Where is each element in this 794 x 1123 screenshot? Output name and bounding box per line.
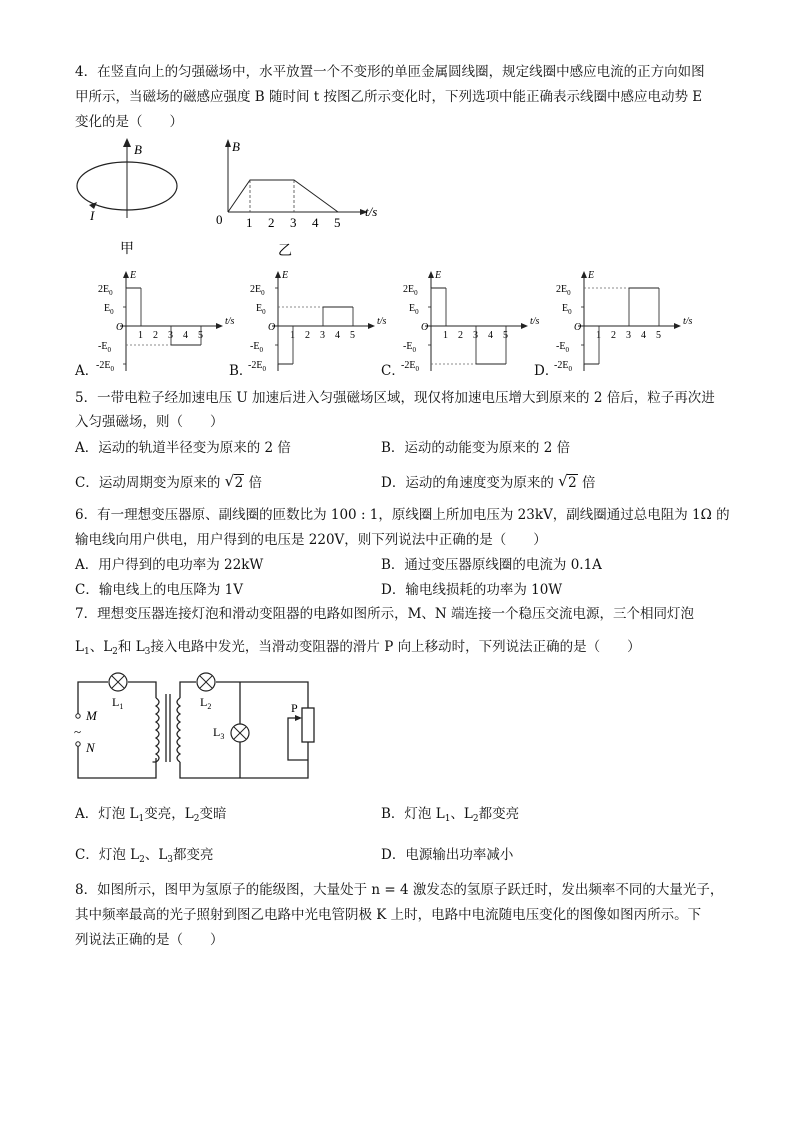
tick-t-1: 1 — [443, 330, 448, 341]
tick-2e0: $2E_0$ — [556, 284, 571, 297]
secondary-coil — [177, 698, 180, 762]
tick-t-2: 2 — [305, 330, 310, 341]
q6-option-c: C．输电线上的电压降为 1V — [75, 582, 243, 598]
tick-t-5: 5 — [503, 330, 508, 341]
t-axis-label: t/s — [530, 316, 540, 327]
q4-text-line3: 变化的是（ ） — [75, 114, 183, 130]
tick-2e0: $2E_0$ — [403, 284, 418, 297]
q6-text-line2: 输电线向用户供电，用户得到的电压是 220V，则下列说法中正确的是（ ） — [75, 532, 547, 548]
q6-option-d: D．输电线损耗的功率为 10W — [381, 582, 563, 598]
svg-text:~: ~ — [74, 724, 82, 739]
yi-tick-3: 3 — [290, 215, 297, 230]
q4-option-d-label: D． — [534, 363, 559, 379]
yi-ylabel: B — [232, 139, 240, 154]
svg-text:L2: $L_2$ — [200, 695, 212, 711]
q4-text-line1: 4．在竖直向上的匀强磁场中，水平放置一个不变形的单匝金属圆线圈，规定线圈中感应电流的正方向如图 — [75, 64, 705, 80]
tick-t-3: 3 — [320, 330, 325, 341]
lamp-l2-icon — [197, 673, 215, 691]
tick-t-5: 5 — [656, 330, 661, 341]
e-axis-label: E — [435, 270, 442, 281]
tick-t-5: 5 — [198, 330, 203, 341]
e-axis-arrow — [428, 271, 434, 278]
svg-text:M: M — [86, 708, 97, 723]
tick-neg-2e0: $-2E_0$ — [401, 360, 419, 373]
tick-t-2: 2 — [458, 330, 463, 341]
tick-neg-e0: $-E_0$ — [250, 341, 263, 354]
option-d-graph — [554, 266, 694, 376]
tick-t-3: 3 — [168, 330, 173, 341]
tick-t-2: 2 — [611, 330, 616, 341]
lamp-l1-icon — [109, 673, 127, 691]
sqrt-2: √ 2 — [224, 472, 244, 491]
tick-neg-2e0: $-2E_0$ — [554, 360, 572, 373]
tick-neg-e0: $-E_0$ — [98, 341, 111, 354]
e-axis-arrow — [581, 271, 587, 278]
t-axis-label: t/s — [683, 316, 693, 327]
q5-option-a: A．运动的轨道半径变为原来的 2 倍 — [75, 440, 291, 456]
e-axis-label: E — [130, 270, 137, 281]
yi-tick-4: 4 — [312, 215, 319, 230]
t-axis-arrow — [521, 323, 528, 329]
tick-2e0: $2E_0$ — [98, 284, 113, 297]
q4-text-line2: 甲所示，当磁场的磁感应强度 B 随时间 t 按图乙所示变化时，下列选项中能正确表示线圈中感应电动势 E — [75, 89, 703, 105]
sqrt-2: √ 2 — [558, 472, 577, 491]
primary-coil — [153, 698, 159, 762]
e-axis-arrow — [123, 271, 129, 278]
tick-2e0: $2E_0$ — [250, 284, 265, 297]
yi-tick-2: 2 — [268, 215, 275, 230]
q7-option-a: A．灯泡 $L_1$变亮，$L_2$变暗 — [75, 806, 227, 824]
tick-t-1: 1 — [138, 330, 143, 341]
transformer-circuit — [70, 670, 330, 790]
t-axis-arrow — [216, 323, 223, 329]
q5-text-line1: 5．一带电粒子经加速电压 U 加速后进入匀强磁场区域，现仅将加速电压增大到原来的 2 倍后，粒子再次进 — [75, 390, 715, 406]
t-axis-arrow — [368, 323, 375, 329]
tick-neg-e0: $-E_0$ — [556, 341, 569, 354]
q6-option-b: B．通过变压器原线圈的电流为 0.1A — [381, 557, 602, 573]
q4-option-a-label: A． — [75, 363, 99, 379]
q8-text-line2: 其中频率最高的光子照射到图乙电路中光电管阴极 K 上时，电路中电流随电压变化的图像如图丙所示。下 — [75, 907, 702, 923]
q7-text-line2: $L_1$、$L_2$和 $L_3$接入电路中发光，当滑动变阻器的滑片 P 向上移动时，下列说法正确的是（ ） — [75, 639, 641, 657]
b-curve — [228, 180, 338, 212]
origin-label: O — [116, 322, 124, 333]
tick-t-3: 3 — [626, 330, 631, 341]
svg-text:P: P — [291, 701, 298, 715]
origin-label: O — [268, 322, 276, 333]
tick-t-4: 4 — [641, 330, 646, 341]
tick-e0: $E_0$ — [256, 303, 266, 316]
tick-t-4: 4 — [183, 330, 188, 341]
option-c-graph — [401, 266, 541, 376]
e-axis-label: E — [588, 270, 595, 281]
svg-text:L1: $L_1$ — [112, 695, 124, 711]
tick-neg-2e0: $-2E_0$ — [248, 360, 266, 373]
q8-text-line3: 列说法正确的是（ ） — [75, 932, 224, 948]
tick-t-1: 1 — [596, 330, 601, 341]
q5-option-d: D．运动的角速度变为原来的 √ 2 倍 — [381, 472, 596, 491]
q6-option-a: A．用户得到的电功率为 22kW — [75, 557, 264, 573]
tick-t-5: 5 — [350, 330, 355, 341]
tick-t-1: 1 — [290, 330, 295, 341]
e-axis-arrow — [275, 271, 281, 278]
origin-label: O — [574, 322, 582, 333]
origin-label: O — [421, 322, 429, 333]
lamp-l3-icon — [231, 724, 249, 742]
q5-option-c: C．运动周期变为原来的 √ 2 倍 — [75, 472, 263, 491]
figure-yi-graph — [212, 136, 392, 266]
option-b-graph — [248, 266, 388, 376]
svg-text:L3: $L_3$ — [213, 725, 225, 741]
field-label: B — [134, 142, 142, 157]
option-a-graph — [96, 266, 236, 376]
q5-text-line2: 入匀强磁场，则（ ） — [75, 414, 224, 430]
yi-tick-1: 1 — [246, 215, 253, 230]
q5-option-b: B．运动的动能变为原来的 2 倍 — [381, 440, 571, 456]
tick-t-4: 4 — [335, 330, 340, 341]
figure-jia-coil — [72, 136, 182, 256]
tick-neg-e0: $-E_0$ — [403, 341, 416, 354]
caption-yi: 乙 — [278, 244, 292, 259]
tick-e0: $E_0$ — [409, 303, 419, 316]
caption-jia: 甲 — [120, 242, 134, 256]
yi-xlabel: t/s — [365, 204, 378, 219]
q4-option-c-label: C． — [381, 363, 405, 379]
t-axis-arrow — [674, 323, 681, 329]
q7-option-b: B．灯泡 $L_1$、$L_2$都变亮 — [381, 806, 520, 824]
t-axis-label: t/s — [377, 316, 387, 327]
q7-option-c: C．灯泡 $L_2$、$L_3$都变亮 — [75, 847, 214, 865]
yi-origin: 0 — [216, 212, 223, 227]
tick-e0: $E_0$ — [562, 303, 572, 316]
tick-t-4: 4 — [488, 330, 493, 341]
current-label: I — [90, 208, 95, 223]
tick-neg-2e0: $-2E_0$ — [96, 360, 114, 373]
svg-text:N: N — [86, 740, 95, 755]
q7-option-d: D．电源输出功率减小 — [381, 847, 514, 863]
field-arrow-head — [123, 138, 131, 147]
q8-text-line1: 8．如图所示，图甲为氢原子的能级图，大量处于 n = 4 激发态的氢原子跃迁时，发出频率不同的大量光子， — [75, 882, 724, 898]
t-axis-label: t/s — [225, 316, 235, 327]
q4-option-b-label: B． — [229, 363, 253, 379]
yi-tick-5: 5 — [334, 215, 341, 230]
q7-text-line1: 7．理想变压器连接灯泡和滑动变阻器的电路如图所示，M、N 端连接一个稳压交流电源，三个相同灯泡 — [75, 606, 695, 622]
tick-e0: $E_0$ — [104, 303, 114, 316]
tick-t-3: 3 — [473, 330, 478, 341]
e-axis-label: E — [282, 270, 289, 281]
slider-arrow-icon — [295, 715, 302, 721]
tick-t-2: 2 — [153, 330, 158, 341]
q6-text-line1: 6．有一理想变压器原、副线圈的匝数比为 100 : 1，原线圈上所加电压为 23kV，副线圈通过总电阻为 1Ω 的 — [75, 507, 730, 523]
